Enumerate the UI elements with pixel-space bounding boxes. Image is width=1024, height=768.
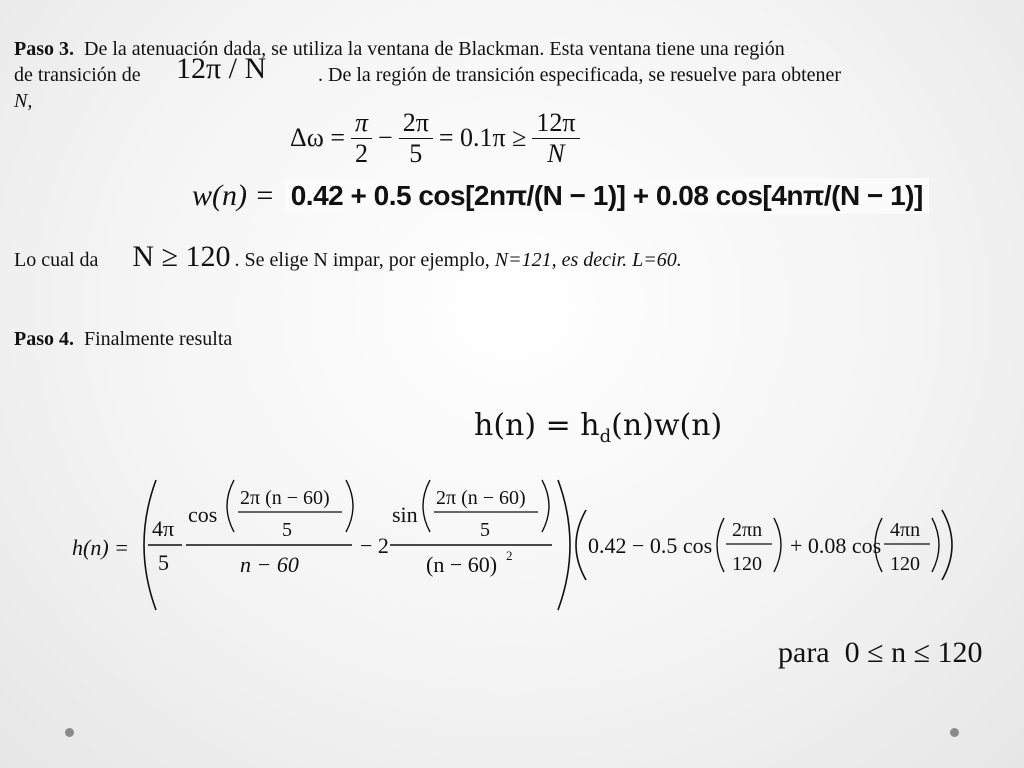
paso3-line3: N, xyxy=(14,90,33,112)
big-lhs: h(n) = xyxy=(72,535,129,560)
paso3-paragraph xyxy=(14,36,1014,114)
slide-dot-right xyxy=(950,728,959,737)
paso4-line xyxy=(14,326,232,352)
paso3-text2b: . De la región de transición especificada, se resuelve para obtener xyxy=(318,64,842,86)
window-equation xyxy=(192,178,929,214)
sin-arg-den: 5 xyxy=(480,519,490,541)
window-lhs: w(n) = xyxy=(192,179,275,212)
w1-den: 120 xyxy=(732,553,762,575)
paso4-label: Paso 4. xyxy=(14,328,74,350)
cos-arg-den: 5 xyxy=(282,519,292,541)
delta-mid: = 0.1π ≥ xyxy=(438,123,527,153)
frac-den: 2 xyxy=(355,138,369,168)
paso3-line1 xyxy=(14,36,1014,62)
frac-num: π xyxy=(355,108,369,137)
result-prefix: Lo cual da xyxy=(14,249,99,271)
frac-pi-2 xyxy=(351,108,372,169)
outer-paren-right xyxy=(558,480,570,610)
cos-word: cos xyxy=(188,502,218,527)
frac-num: 12π xyxy=(536,108,576,137)
range-condition: para 0 ≤ n ≤ 120 xyxy=(778,636,983,669)
h-product-equation xyxy=(474,408,722,447)
h-eq-sub: d xyxy=(599,426,612,447)
result-inequality: N ≥ 120 xyxy=(132,240,231,273)
cos-arg-num: 2π (n − 60) xyxy=(240,487,330,509)
frac-den: 5 xyxy=(409,138,423,168)
paso4-text: Finalmente resulta xyxy=(84,328,233,350)
w2-den: 120 xyxy=(890,553,920,575)
sin-arg-num: 2π (n − 60) xyxy=(436,487,526,509)
w1-num: 2πn xyxy=(732,519,763,541)
h-full-equation xyxy=(60,470,970,620)
frac-den: N xyxy=(547,138,565,168)
coef-num: 4π xyxy=(152,516,175,541)
minus-two: − 2 xyxy=(360,533,389,558)
minus-sign: − xyxy=(378,123,393,153)
paso3-label: Paso 3. xyxy=(14,38,74,60)
w2-num: 4πn xyxy=(890,519,921,541)
frac-2pi-5 xyxy=(399,108,433,169)
frac-12pi-n xyxy=(532,108,579,169)
result-suffix-italic: N=121, es decir. L=60. xyxy=(494,249,682,271)
slide-dot-left xyxy=(65,728,74,737)
h-eq-right: (n)w(n) xyxy=(611,408,723,443)
result-line xyxy=(14,240,682,273)
den2: (n − 60) xyxy=(426,552,498,577)
window-plus: + 0.08 cos xyxy=(790,533,882,558)
den1: n − 60 xyxy=(240,552,299,577)
paso3-text1: De la atenuación dada, se utiliza la ventana de Blackman. Esta ventana tiene una región xyxy=(84,38,785,60)
sin-word: sin xyxy=(392,502,418,527)
window-rhs: 0.42 + 0.5 cos[2nπ/(N − 1)] + 0.08 cos[4nπ/(N − 1)] xyxy=(285,178,929,214)
delta-omega-equation xyxy=(290,108,580,169)
window-c1: 0.42 − 0.5 cos xyxy=(588,533,713,558)
transition-width: 12π / N xyxy=(176,52,267,85)
delta-lhs: Δω = xyxy=(290,123,345,153)
coef-den: 5 xyxy=(158,550,169,575)
result-suffix: . Se elige N impar, por ejemplo, xyxy=(234,249,490,271)
den2-exp: 2 xyxy=(506,548,513,563)
h-eq-left: h(n) = h xyxy=(474,408,600,443)
frac-num: 2π xyxy=(402,108,429,137)
paso3-line2 xyxy=(14,52,1014,88)
paso3-text2a: de transición de xyxy=(14,64,141,86)
